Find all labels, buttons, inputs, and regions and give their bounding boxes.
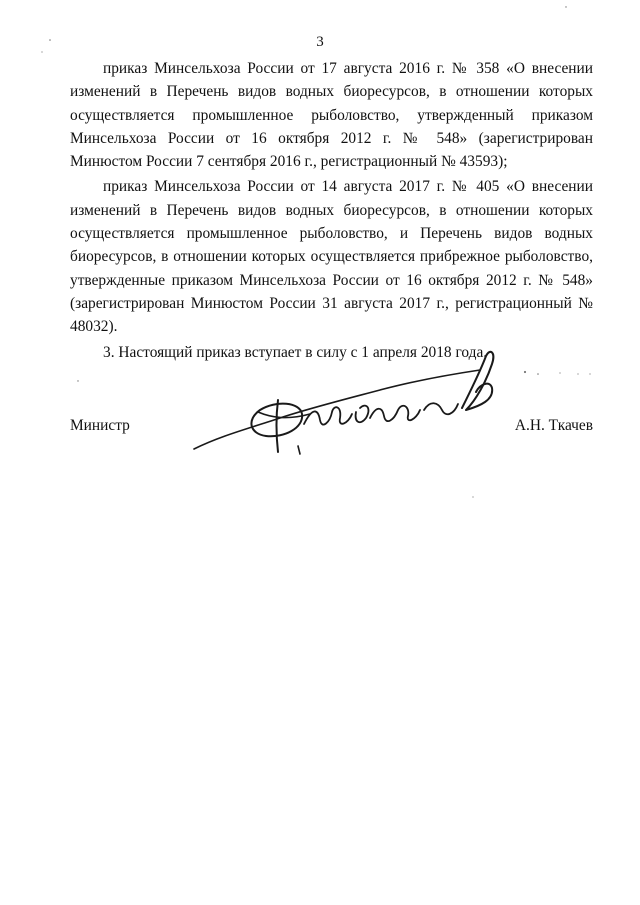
document-body [70,57,593,364]
paragraph-order-405: приказ Минсельхоза России от 14 августа 2017 г. № 405 «О внесении изменений в Перечень видов водных биоресурсов, в отношении которых осуществляется промышленное рыболовство, и Перечень видов водных биоресурсов, в отношении которых осуществляется прибрежное рыболовство, утвержденные приказом Минсельхоза России от 16 октября 2012 г. № 548» (зарегистрирован Минюстом России 31 августа 2017 г., регистрационный № 48032). [70,178,593,336]
page-number: 3 [316,34,324,50]
signatory-name: А.Н. Ткачев [514,417,593,434]
paragraph-order-358: приказ Минсельхоза России от 17 августа 2016 г. № 358 «О внесении изменений в Перечень видов водных биоресурсов, в отношении которых осуществляется промышленное рыболовство, утвержденный приказом Минсельхоза России от 16 октября 2012 г. № 548» (зарегистрирован Минюстом России 7 сентября 2016 г., регистрационный № 43593); [70,60,593,171]
handwritten-signature [180,348,520,468]
signatory-title: Министр [70,417,130,434]
paragraph-effective-date: 3. Настоящий приказ вступает в силу с 1 апреля 2018 года. [103,343,488,361]
